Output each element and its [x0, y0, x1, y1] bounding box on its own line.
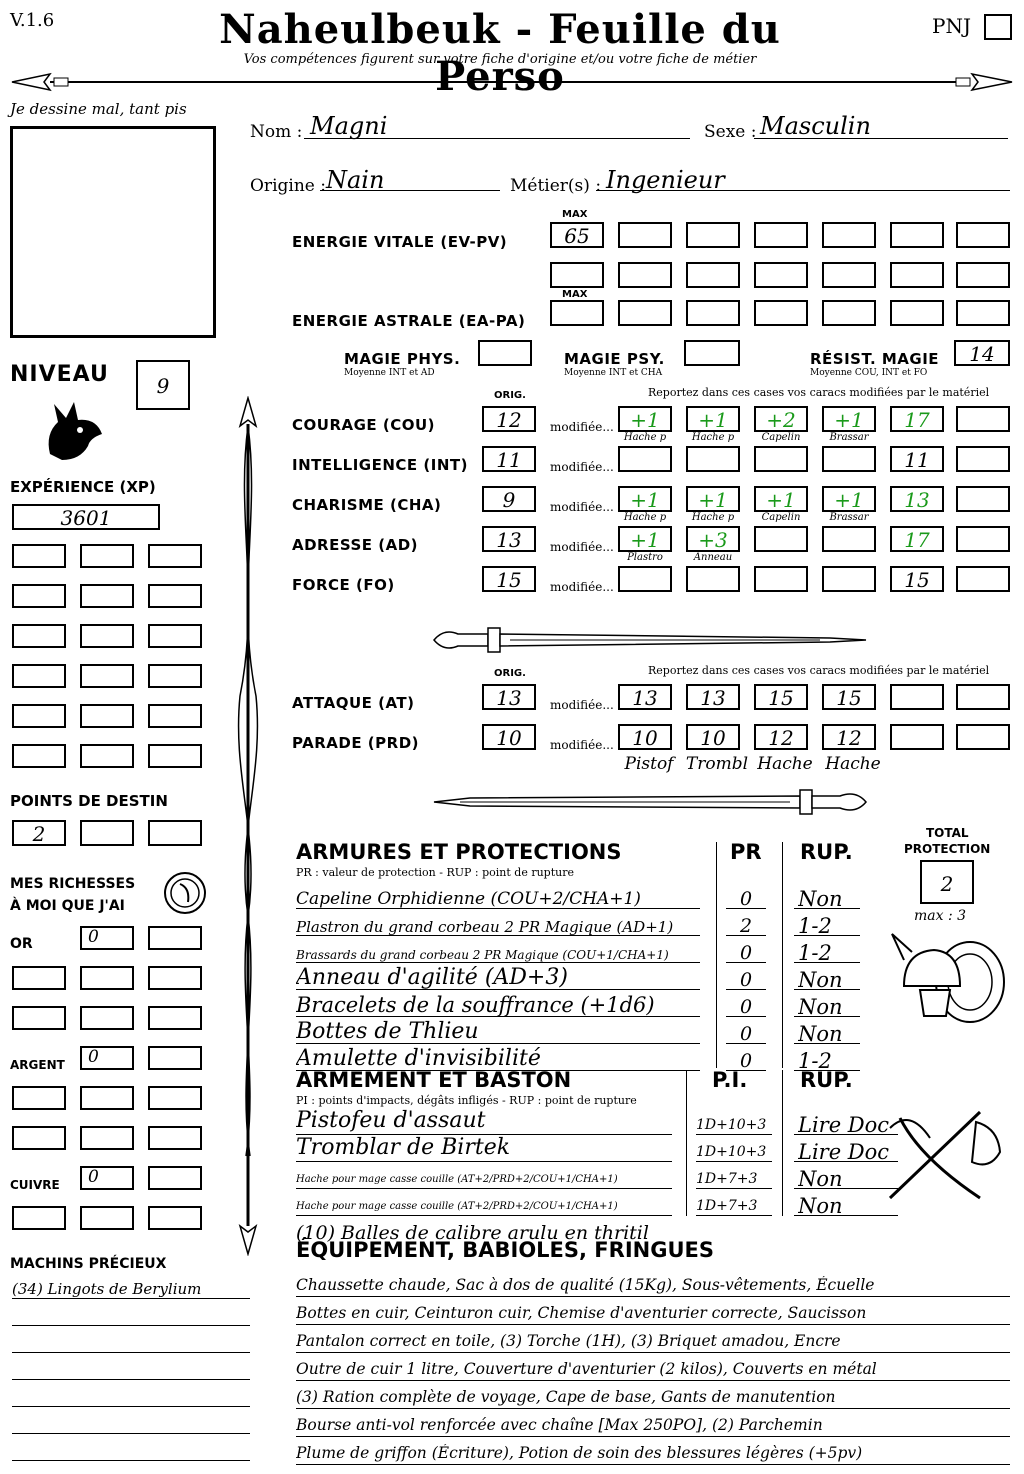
crossed-weapons-icon	[880, 1098, 1010, 1210]
sword-icon	[430, 620, 870, 660]
armure-pr[interactable]: 0	[739, 888, 753, 910]
xp-box-1-1[interactable]	[80, 584, 134, 608]
xp-box-2-1[interactable]	[80, 624, 134, 648]
nom-value[interactable]: Magni	[310, 112, 388, 140]
money-box-0-0[interactable]: 0	[80, 926, 134, 950]
carac-mod-box[interactable]: +1	[686, 486, 740, 512]
nom-label: Nom :	[250, 122, 303, 142]
ev-max-label: MAX	[562, 209, 588, 220]
armure-pr[interactable]: 0	[739, 1050, 753, 1072]
carac-mod-box[interactable]: 17	[890, 526, 944, 552]
magie-phys-label: MAGIE PHYS.	[344, 350, 461, 368]
carac-mod-box[interactable]	[686, 566, 740, 592]
precieux-line	[12, 1325, 250, 1326]
precieux-line	[12, 1298, 250, 1299]
precieux-line	[12, 1433, 250, 1434]
combat-value-box[interactable]: 10	[686, 724, 740, 750]
or-label: OR	[10, 936, 33, 952]
carac-label: CHARISME (CHA)	[292, 496, 442, 514]
sexe-label: Sexe :	[704, 122, 757, 142]
carac-mod-source: Plastro	[627, 552, 663, 563]
arme-name[interactable]: Pistofeu d'assaut	[296, 1108, 486, 1133]
dragon-head-icon	[40, 394, 106, 464]
carac-label: ADRESSE (AD)	[292, 536, 419, 554]
armure-name[interactable]: Amulette d'invisibilité	[296, 1046, 541, 1071]
xp-box-5-2[interactable]	[148, 744, 202, 768]
arme-pi-line	[696, 1215, 772, 1216]
armure-pr[interactable]: 0	[739, 969, 753, 991]
carac-mod-box[interactable]	[618, 566, 672, 592]
armure-name[interactable]: Plastron du grand corbeau 2 PR Magique (AD+1)	[296, 918, 674, 936]
equipement-line	[296, 1352, 1010, 1353]
ea-max-label: MAX	[562, 289, 588, 300]
carac-mod-box[interactable]	[956, 526, 1010, 552]
combat-value-box[interactable]: 10	[618, 724, 672, 750]
xp-box-3-2[interactable]	[148, 664, 202, 688]
money-box-7-0[interactable]	[12, 1206, 66, 1230]
pnj-checkbox[interactable]	[984, 14, 1012, 40]
carac-mod-source: Hache p	[623, 512, 667, 523]
carac-mod-box[interactable]	[822, 526, 876, 552]
carac-mod-box[interactable]: +2	[754, 406, 808, 432]
carac-label: FORCE (FO)	[292, 576, 395, 594]
ev-box-0-4[interactable]	[890, 222, 944, 248]
armures-title: ARMURES ET PROTECTIONS	[296, 840, 622, 864]
destin-label: POINTS DE DESTIN	[10, 792, 168, 810]
experience-box[interactable]: 3601	[12, 504, 160, 530]
combat-note: Reportez dans ces cases vos caracs modifiées par le matériel	[648, 664, 990, 677]
combat-value-box[interactable]: 13	[686, 684, 740, 710]
precieux-line	[12, 1352, 250, 1353]
arme-pi-line	[696, 1134, 772, 1135]
equipement-line	[296, 1436, 1010, 1437]
carac-orig-box[interactable]: 12	[482, 406, 536, 432]
niveau-box[interactable]: 9	[136, 360, 190, 410]
equipement-item[interactable]: Bottes en cuir, Ceinturon cuir, Chemise d'aventurier correcte, Saucisson	[296, 1304, 867, 1322]
equipement-item[interactable]: Outre de cuir 1 litre, Couverture d'aventurier (2 kilos), Couverts en métal	[296, 1360, 877, 1378]
armure-name[interactable]: Bottes de Thlieu	[296, 1019, 479, 1044]
destin-box-2[interactable]	[80, 820, 134, 846]
armure-name[interactable]: Bracelets de la souffrance (+1d6)	[296, 993, 655, 1017]
xp-box-0-2[interactable]	[148, 544, 202, 568]
ev-box-1-0[interactable]	[618, 262, 672, 288]
carac-orig-box[interactable]: 11	[482, 446, 536, 472]
ev-box-0-2[interactable]	[754, 222, 808, 248]
ea-label: ENERGIE ASTRALE (EA-PA)	[292, 312, 526, 330]
equipement-line	[296, 1464, 1010, 1465]
combat-weapon-label: Trombl	[685, 754, 749, 774]
carac-label: COURAGE (COU)	[292, 416, 436, 434]
ev-box-0-5[interactable]	[956, 222, 1010, 248]
carac-mod-box[interactable]: +1	[618, 526, 672, 552]
money-box-2-1[interactable]	[80, 1006, 134, 1030]
money-box-5-0[interactable]	[12, 1126, 66, 1150]
carac-mod-box[interactable]	[754, 566, 808, 592]
money-box-7-1[interactable]	[80, 1206, 134, 1230]
equipement-line	[296, 1324, 1010, 1325]
pnj-label: PNJ	[932, 14, 971, 38]
xp-box-1-2[interactable]	[148, 584, 202, 608]
arme-rup[interactable]: Lire Doc	[798, 1140, 890, 1164]
magie-psy-label: MAGIE PSY.	[564, 350, 665, 368]
portrait-caption: Je dessine mal, tant pis	[10, 100, 187, 118]
precieux-line	[12, 1460, 250, 1461]
carac-mod-box[interactable]	[754, 526, 808, 552]
combat-value-box[interactable]	[956, 724, 1010, 750]
money-box-5-1[interactable]	[80, 1126, 134, 1150]
ea-box-0-3[interactable]	[822, 300, 876, 326]
carac-mod-box[interactable]: 13	[890, 486, 944, 512]
ev-box-0-0[interactable]	[618, 222, 672, 248]
xp-box-2-2[interactable]	[148, 624, 202, 648]
richesses-label-1: MES RICHESSES	[10, 876, 136, 892]
origine-label: Origine :	[250, 176, 326, 196]
ea-box-0-0[interactable]	[618, 300, 672, 326]
equipement-item[interactable]: Bourse anti-vol renforcée avec chaîne [Max 250PO], (2) Parchemin	[296, 1416, 823, 1434]
xp-box-5-1[interactable]	[80, 744, 134, 768]
sword-icon-2	[430, 782, 870, 822]
armure-rup[interactable]: Non	[798, 995, 843, 1019]
carac-mod-box[interactable]	[754, 446, 808, 472]
carac-mod-source: Hache p	[691, 512, 735, 523]
total-label-1: TOTAL	[926, 826, 969, 840]
armement-extra[interactable]: (10) Balles de calibre arulu en thritil	[296, 1222, 649, 1244]
carac-mod-box[interactable]: +1	[618, 406, 672, 432]
precieux-label: MACHINS PRÉCIEUX	[10, 1256, 167, 1272]
carac-mod-box[interactable]	[618, 446, 672, 472]
carac-mod-source: Brassar	[829, 512, 869, 523]
carac-modifie-label: modifiée...	[550, 420, 614, 434]
combat-value-box[interactable]	[890, 724, 944, 750]
armure-rup[interactable]: 1-2	[798, 914, 832, 938]
ea-box-0-5[interactable]	[956, 300, 1010, 326]
combat-orig-box[interactable]: 13	[482, 684, 536, 710]
xp-box-4-0[interactable]	[12, 704, 66, 728]
armure-rup[interactable]: Non	[798, 968, 843, 992]
equipement-item[interactable]: Chaussette chaude, Sac à dos de qualité (15Kg), Sous-vêtements, Écuelle	[296, 1276, 875, 1294]
equipement-title: ÉQUIPEMENT, BABIOLES, FRINGUES	[296, 1238, 714, 1262]
equipement-line	[296, 1408, 1010, 1409]
arme-rup[interactable]: Non	[798, 1194, 843, 1218]
combat-value-box[interactable]: 13	[618, 684, 672, 710]
money-box-6-0[interactable]: 0	[80, 1166, 134, 1190]
armure-name[interactable]: Capeline Orphidienne (COU+2/CHA+1)	[296, 889, 641, 909]
precieux-line	[12, 1379, 250, 1380]
caracs-note: Reportez dans ces cases vos caracs modifiées par le matériel	[648, 386, 990, 399]
version-label: V.1.6	[10, 10, 55, 31]
carac-mod-source: Capelin	[761, 432, 801, 443]
coin-icon	[162, 870, 208, 916]
max-protection-note: max : 3	[914, 908, 967, 924]
carac-mod-box[interactable]: 15	[890, 566, 944, 592]
richesses-label-2: À MOI QUE J'AI	[10, 898, 125, 914]
armement-title: ARMEMENT ET BASTON	[296, 1068, 572, 1092]
armure-line	[296, 962, 700, 963]
carac-mod-box[interactable]	[956, 566, 1010, 592]
xp-box-4-2[interactable]	[148, 704, 202, 728]
ev-box-1-2[interactable]	[754, 262, 808, 288]
armure-pr[interactable]: 0	[739, 996, 753, 1018]
arme-pi-line	[696, 1161, 772, 1162]
niveau-label: NIVEAU	[10, 362, 109, 387]
carac-orig-box[interactable]: 9	[482, 486, 536, 512]
precieux-line	[12, 1406, 250, 1407]
orig-label: ORIG.	[494, 390, 526, 401]
magie-phys-box[interactable]	[478, 340, 532, 366]
arme-pi[interactable]: 1D+10+3	[696, 1144, 767, 1160]
carac-mod-box[interactable]: +1	[754, 486, 808, 512]
armures-legend: PR : valeur de protection - RUP : point de rupture	[296, 866, 574, 879]
ev-box-1-5[interactable]	[956, 262, 1010, 288]
ev-label: ENERGIE VITALE (EV-PV)	[292, 233, 508, 251]
destin-box-3[interactable]	[148, 820, 202, 846]
xp-box-0-1[interactable]	[80, 544, 134, 568]
combat-weapon-label: Hache	[825, 754, 881, 774]
arme-rup[interactable]: Non	[798, 1167, 843, 1191]
ev-box-0-3[interactable]	[822, 222, 876, 248]
sheet-subtitle: Vos compétences figurent sur votre fiche d'origine et/ou votre fiche de métier	[243, 52, 757, 67]
equipement-item[interactable]: (3) Ration complète de voyage, Cape de base, Gants de manutention	[296, 1388, 836, 1406]
money-box-4-0[interactable]	[12, 1086, 66, 1110]
equipement-line	[296, 1296, 1010, 1297]
armure-rup[interactable]: 1-2	[798, 1049, 832, 1073]
money-box-2-2[interactable]	[148, 1006, 202, 1030]
carac-mod-source: Anneau	[693, 552, 733, 563]
magie-phys-sub: Moyenne INT et AD	[344, 368, 435, 378]
carac-mod-box[interactable]: +3	[686, 526, 740, 552]
ea-box-0-1[interactable]	[686, 300, 740, 326]
combat-value-box[interactable]: 15	[822, 684, 876, 710]
resist-magie-sub: Moyenne COU, INT et FO	[810, 368, 928, 378]
carac-mod-box[interactable]: 11	[890, 446, 944, 472]
combat-label: PARADE (PRD)	[292, 734, 420, 752]
armure-rup[interactable]: Non	[798, 887, 843, 911]
money-box-7-2[interactable]	[148, 1206, 202, 1230]
arme-pi[interactable]: 1D+10+3	[696, 1117, 767, 1133]
portrait-frame[interactable]	[10, 126, 216, 338]
money-box-1-2[interactable]	[148, 966, 202, 990]
armures-pr-label: PR	[730, 840, 762, 864]
carac-mod-box[interactable]	[686, 446, 740, 472]
carac-modifie-label: modifiée...	[550, 540, 614, 554]
arme-pi[interactable]: 1D+7+3	[696, 1171, 758, 1187]
sheet-title: Naheulbeuk - Feuille du Perso	[219, 6, 781, 100]
spear-divider-icon	[10, 70, 1014, 94]
carac-mod-source: Brassar	[829, 432, 869, 443]
armure-pr[interactable]: 0	[739, 942, 753, 964]
resist-magie-box[interactable]: 14	[954, 340, 1010, 366]
combat-orig-box[interactable]: 10	[482, 724, 536, 750]
magie-psy-box[interactable]	[684, 340, 740, 366]
combat-weapon-label: Hache	[757, 754, 813, 774]
combat-value-box[interactable]: 15	[754, 684, 808, 710]
carac-mod-box[interactable]: +1	[822, 486, 876, 512]
carac-mod-box[interactable]	[956, 406, 1010, 432]
equipement-item[interactable]: Plume de griffon (Écriture), Potion de soin des blessures légères (+5pv)	[296, 1444, 863, 1462]
money-box-3-0[interactable]: 0	[80, 1046, 134, 1070]
equipement-item[interactable]: Pantalon correct en toile, (3) Torche (1H), (3) Briquet amadou, Encre	[296, 1332, 841, 1350]
metier-value[interactable]: Ingenieur	[606, 166, 725, 194]
money-box-4-2[interactable]	[148, 1086, 202, 1110]
armure-rup[interactable]: Non	[798, 1022, 843, 1046]
armure-name[interactable]: Brassards du grand corbeau 2 PR Magique (COU+1/CHA+1)	[296, 948, 669, 962]
combat-modifie-label: modifiée...	[550, 738, 614, 752]
arme-pi[interactable]: 1D+7+3	[696, 1198, 758, 1214]
arme-line	[296, 1161, 672, 1162]
xp-box-2-0[interactable]	[12, 624, 66, 648]
carac-mod-box[interactable]	[956, 486, 1010, 512]
ea-box-0-4[interactable]	[890, 300, 944, 326]
combat-modifie-label: modifiée...	[550, 698, 614, 712]
sexe-value[interactable]: Masculin	[760, 112, 871, 140]
carac-mod-box[interactable]: 17	[890, 406, 944, 432]
experience-label: EXPÉRIENCE (XP)	[10, 478, 156, 496]
money-box-1-1[interactable]	[80, 966, 134, 990]
total-protection-box[interactable]: 2	[920, 860, 974, 904]
arme-name[interactable]: Hache pour mage casse couille (AT+2/PRD+2/COU+1/CHA+1)	[296, 1174, 618, 1185]
arme-name[interactable]: Hache pour mage casse couille (AT+2/PRD+2/COU+1/CHA+1)	[296, 1201, 618, 1212]
ev-box-1-3[interactable]	[822, 262, 876, 288]
equipement-line	[296, 1380, 1010, 1381]
carac-orig-box[interactable]: 13	[482, 526, 536, 552]
carac-mod-source: Hache p	[623, 432, 667, 443]
xp-box-0-0[interactable]	[12, 544, 66, 568]
carac-modifie-label: modifiée...	[550, 580, 614, 594]
argent-label: ARGENT	[10, 1058, 65, 1072]
armement-rup-label: RUP.	[800, 1068, 853, 1092]
carac-mod-box[interactable]	[956, 446, 1010, 472]
combat-value-box[interactable]: 12	[754, 724, 808, 750]
combat-value-box[interactable]	[890, 684, 944, 710]
combat-orig-label: ORIG.	[494, 668, 526, 679]
carac-modifie-label: modifiée...	[550, 500, 614, 514]
carac-mod-box[interactable]: +1	[822, 406, 876, 432]
carac-modifie-label: modifiée...	[550, 460, 614, 474]
helmet-shield-icon	[890, 926, 1010, 1026]
money-box-0-1[interactable]	[148, 926, 202, 950]
money-box-2-0[interactable]	[12, 1006, 66, 1030]
total-label-2: PROTECTION	[904, 842, 991, 856]
money-box-4-1[interactable]	[80, 1086, 134, 1110]
xp-box-3-0[interactable]	[12, 664, 66, 688]
armure-rup[interactable]: 1-2	[798, 941, 832, 965]
origine-value[interactable]: Nain	[326, 166, 385, 194]
ev-box-1-4[interactable]	[890, 262, 944, 288]
arme-line	[296, 1188, 672, 1189]
combat-label: ATTAQUE (AT)	[292, 694, 415, 712]
xp-box-5-0[interactable]	[12, 744, 66, 768]
arme-rup[interactable]: Lire Doc	[798, 1113, 890, 1137]
money-box-6-1[interactable]	[148, 1166, 202, 1190]
combat-value-box[interactable]: 12	[822, 724, 876, 750]
ev-max-box[interactable]: 65	[550, 222, 604, 248]
arme-pi-line	[696, 1188, 772, 1189]
ea-max-box[interactable]	[550, 300, 604, 326]
carac-mod-box[interactable]	[822, 446, 876, 472]
money-box-3-1[interactable]	[148, 1046, 202, 1070]
armure-pr[interactable]: 2	[739, 915, 753, 937]
precieux-item[interactable]: (34) Lingots de Berylium	[12, 1280, 202, 1298]
ea-box-0-2[interactable]	[754, 300, 808, 326]
carac-label: INTELLIGENCE (INT)	[292, 456, 468, 474]
armure-name[interactable]: Anneau d'agilité (AD+3)	[296, 965, 568, 990]
destin-box-1[interactable]: 2	[12, 820, 66, 846]
armement-pi-label: P.I.	[712, 1068, 748, 1092]
vertical-spear-icon	[226, 396, 270, 1256]
xp-box-1-0[interactable]	[12, 584, 66, 608]
arme-line	[296, 1215, 672, 1216]
carac-mod-source: Capelin	[761, 512, 801, 523]
xp-box-3-1[interactable]	[80, 664, 134, 688]
armure-pr[interactable]: 0	[739, 1023, 753, 1045]
metier-label: Métier(s) :	[510, 176, 602, 196]
arme-name[interactable]: Tromblar de Birtek	[296, 1135, 511, 1160]
carac-mod-box[interactable]	[822, 566, 876, 592]
carac-mod-box[interactable]: +1	[618, 486, 672, 512]
ev-box-0-1[interactable]	[686, 222, 740, 248]
combat-weapon-label: Pistof	[624, 754, 674, 774]
magie-psy-sub: Moyenne INT et CHA	[564, 368, 663, 378]
combat-value-box[interactable]	[956, 684, 1010, 710]
money-box-1-0[interactable]	[12, 966, 66, 990]
money-box-5-2[interactable]	[148, 1126, 202, 1150]
armement-legend: PI : points d'impacts, dégâts infligés - RUP : point de rupture	[296, 1094, 637, 1107]
ev-box-extra[interactable]	[550, 262, 604, 288]
resist-magie-label: RÉSIST. MAGIE	[810, 350, 940, 368]
ev-box-1-1[interactable]	[686, 262, 740, 288]
carac-mod-box[interactable]: +1	[686, 406, 740, 432]
cuivre-label: CUIVRE	[10, 1178, 60, 1192]
carac-mod-source: Hache p	[691, 432, 735, 443]
carac-orig-box[interactable]: 15	[482, 566, 536, 592]
armures-rup-label: RUP.	[800, 840, 853, 864]
xp-box-4-1[interactable]	[80, 704, 134, 728]
